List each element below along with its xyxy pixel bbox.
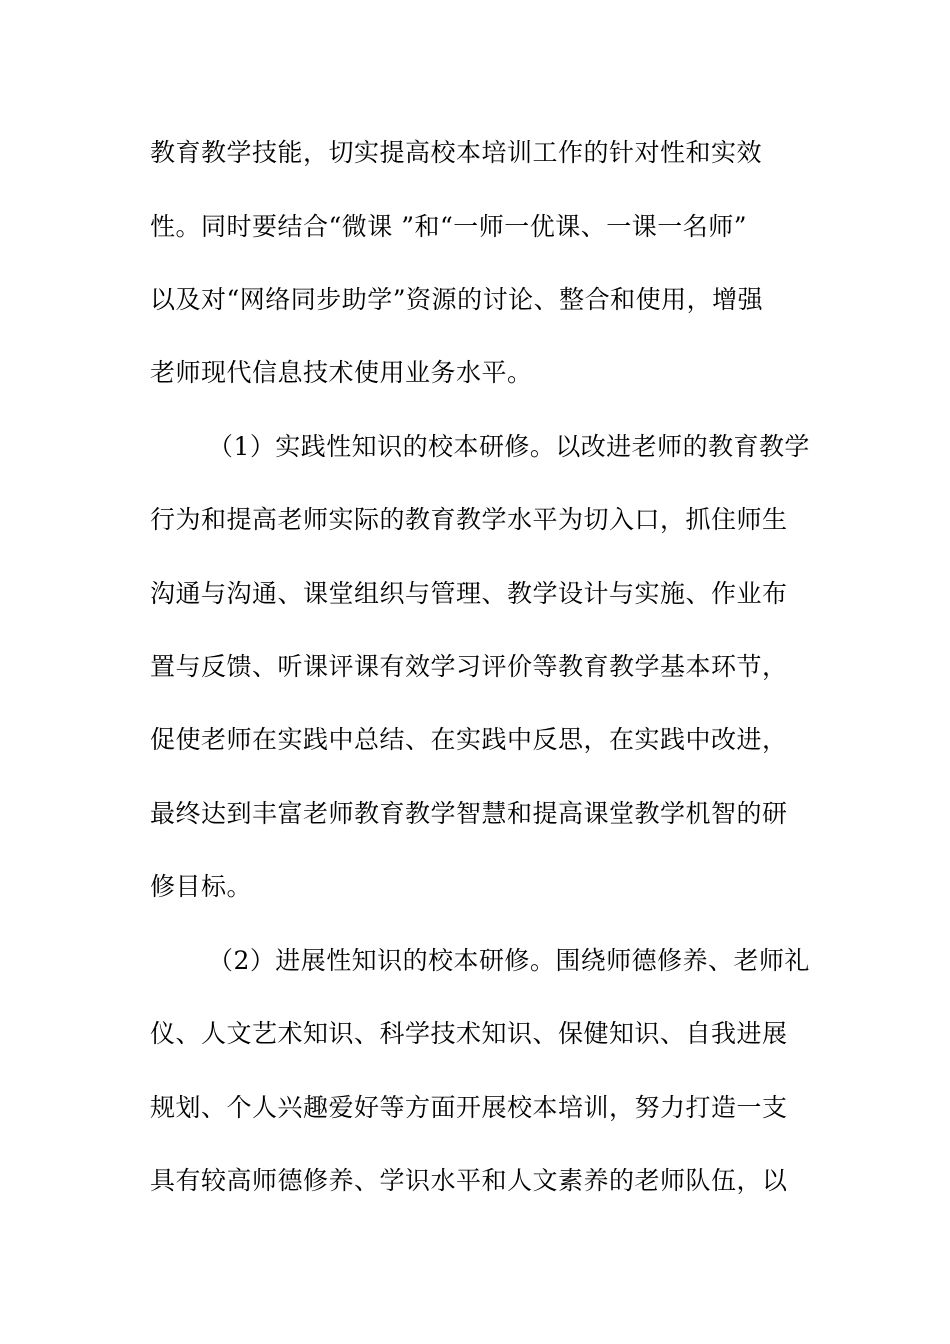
text-line: 仪、人文艺术知识、科学技术知识、保健知识、自我进展	[150, 1019, 788, 1048]
text-line: 置与反馈、听课评课有效学习评价等教育教学基本环节，	[150, 652, 788, 681]
text-line: 修目标。	[150, 872, 253, 901]
text-line: 沟通与沟通、课堂组织与管理、教学设计与实施、作业布	[150, 579, 788, 608]
text-line: 具有较高师德修养、学识水平和人文素养的老师队伍，以	[150, 1166, 788, 1195]
text-line: 规划、个人兴趣爱好等方面开展校本培训，努力打造一支	[150, 1093, 788, 1122]
text-line: 老师现代信息技术使用业务水平。	[150, 358, 533, 387]
paragraph-2-first-line: （2）进展性知识的校本研修。围绕师德修养、老师礼	[208, 946, 810, 975]
text-line: 促使老师在实践中总结、在实践中反思，在实践中改进，	[150, 725, 788, 754]
text-line: 行为和提高老师实际的教育教学水平为切入口，抓住师生	[150, 505, 788, 534]
text-line: 最终达到丰富老师教育教学智慧和提高课堂教学机智的研	[150, 799, 788, 828]
text-line: 以及对“网络同步助学”资源的讨论、整合和使用，增强	[150, 285, 764, 314]
paragraph-1-first-line: （1）实践性知识的校本研修。以改进老师的教育教学	[208, 432, 810, 461]
text-line: 教育教学技能，切实提高校本培训工作的针对性和实效	[150, 138, 763, 167]
text-line: 性。同时要结合“微课 ”和“一师一优课、一课一名师”	[150, 212, 748, 241]
